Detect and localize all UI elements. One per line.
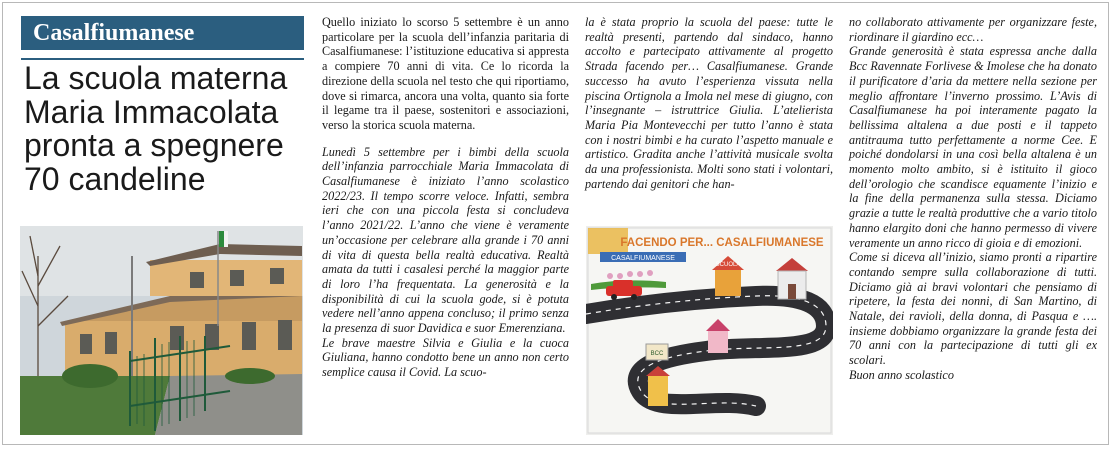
drawing-bank-label: BCC xyxy=(650,351,664,357)
body-paragraph: Grande generosità è stata espressa anche dalla Bcc Ravennate Forlivese & Imolese che ha donato il purificatore d’aria da mettere nella sezione per meglio affrontare l’inverno prossimo. L’Avis di Casalfiumanese ha poi interamente pagato la bellissima altalena a due posti e il tappeto antitrauma tutto perfettamente a norme Cee. E poiché dondolarsi in una così bella altalena è un momento molto ambito, si è istituito il gioco dell’orologio che scandisce equamente l’inizio e la fine della permanenza sulla stessa. Diciamo grazie a tutte le realtà produttive che a vario titolo hanno elargito doni che hanno permesso di vivere veramente un anno ricco di gioia e di emozioni. xyxy=(849,44,1097,250)
intro-paragraph: Quello iniziato lo scorso 5 settembre è un anno particolare per la scuola dell’infanzia paritaria di Casalfiumanese: l’istituzione educativa si appresta a compiere 70 anni di vita. Ce lo ricorda la direzione della scuola nel testo che qui riportiamo, dove si rimarca, ancora una volta, quanto sia forte il legame tra il paese, sostenitori e associazioni, verso la storica scuola materna. xyxy=(322,15,569,132)
section-label: Casalfiumanese xyxy=(21,16,304,50)
drawing-school-label: SCUOLA xyxy=(715,262,741,268)
drawing-banner: FACENDO PER... CASALFIUMANESE xyxy=(620,237,824,249)
body-paragraph: la è stata proprio la scuola del paese: tutte le realtà presenti, partendo dal sindaco, hanno accolto e partecipato attivamente al progetto Strada facendo per… Casalfiumanese. Grande successo ha avuto l’esperienza vissuta nella piscina Ortignola a Imola nel mese di giugno, con l’insegnante – istruttrice Giulia. L’atelierista Maria Pia Montevecchi per tutto l’anno è stata con i nostri bimbi e ha curato l’aspetto manuale e artistico. Gradita anche l’attività musicale svolta da una professionista. Molti sono stati i volontari, partendo dai genitori che han- xyxy=(585,15,833,191)
headline: La scuola materna Maria Immacolata pronta a spegnere 70 candeline xyxy=(24,60,288,197)
paragraph-gap xyxy=(322,133,569,145)
body-paragraph: Lunedì 5 settembre per i bimbi della scuola dell’infanzia parrocchiale Maria Immacolata di Casalfiumanese è iniziato l’anno scolastico 2022/23. Il tempo scorre veloce. Infatti, sembra ieri che con una piccola festa si concludeva l’anno 2021/22. L’anno che viene è veramente un’occasione per celebrare alla grande i 70 anni di vita di questa bella realtà educativa. Realtà amata da tutti i casalesi perché la maggior parte di loro l’ha frequentata. La generosità e la disponibilità di cui la scuola gode, si è potuta vedere nell’anno appena concluso; il primo senza la presenza di suor Davidica e suor Emerenziana. xyxy=(322,144,569,336)
school-photo xyxy=(20,226,303,435)
article-column-1 xyxy=(322,15,569,380)
body-paragraph: Le brave maestre Silvia e Giulia e la cuoca Giuliana, hanno condotto bene un anno non certo semplice causa il Covid. La scuo- xyxy=(322,335,569,380)
children-drawing-illustration xyxy=(586,226,833,435)
article-column-3 xyxy=(849,15,1097,383)
body-paragraph: no collaborato attivamente per organizzare feste, riordinare il giardino ecc… xyxy=(849,15,1097,44)
children-drawing xyxy=(586,226,833,435)
closing-line: Buon anno scolastico xyxy=(849,367,954,382)
drawing-sign: CASALFIUMANESE xyxy=(611,255,675,262)
body-paragraph: Come si diceva all’inizio, siamo pronti a ripartire contando sempre sulla collaborazione di tutti. Diciamo già ai bravi volontari che pensiamo di ripetere, la festa dei nonni, di San Martino, di Natale, dei ravioli, della donna, di Pasqua e …. insieme dobbiamo organizzare la grande festa dei 70 anni con la partecipazione di tutti gli ex scolari. xyxy=(849,250,1097,368)
school-photo-illustration xyxy=(20,226,303,435)
article-column-2 xyxy=(585,15,833,191)
